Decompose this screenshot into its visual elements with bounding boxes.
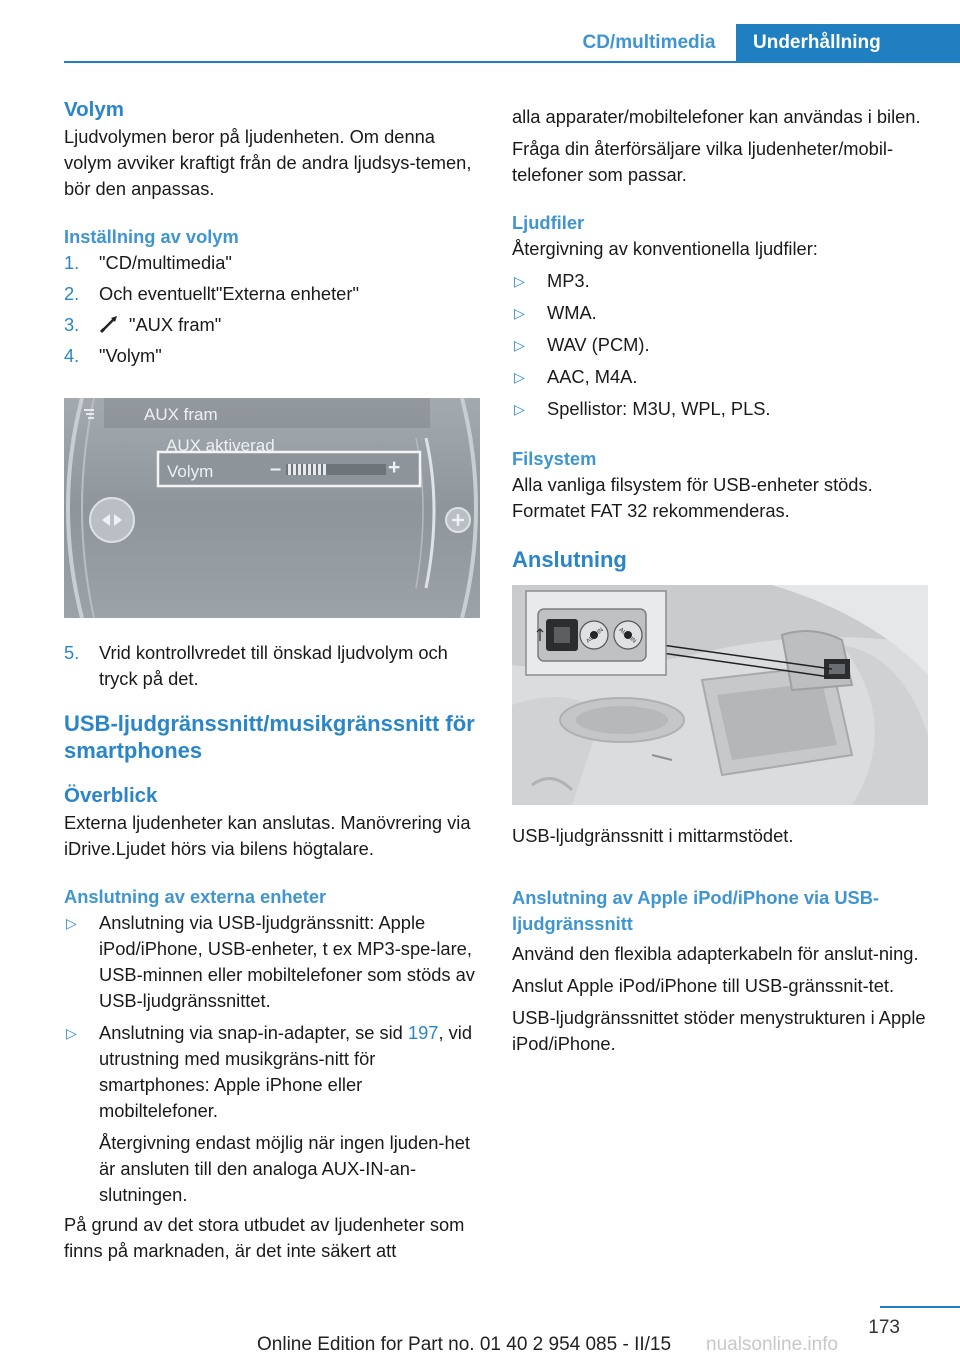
- volym-text: Ljudvolymen beror på ljudenheten. Om denna volym avviker kraftigt från de andra ljudsys‐temen, bör den anpassas.: [64, 126, 472, 199]
- bullet-arrow-icon: ▷: [514, 337, 525, 353]
- armrest-usb-photo: [512, 585, 928, 805]
- list-item: [64, 910, 484, 1014]
- step-text: "AUX fram": [129, 314, 222, 335]
- list-item: [512, 268, 932, 300]
- photo-caption: USB-ljudgränssnitt i mittarmstödet.: [512, 825, 794, 846]
- bullet-arrow-icon: ▷: [66, 1025, 77, 1041]
- ipod-heading: Anslutning av Apple iPod/iPhone via USB-ljudgränssnitt: [512, 887, 880, 934]
- aux-in-label: AUX-IN: [617, 627, 637, 645]
- header-rule: [64, 61, 960, 63]
- step-text: Vrid kontrollvredet till önskad ljudvolym och tryck på det.: [99, 642, 448, 689]
- step-number: 5.: [64, 642, 80, 663]
- filesystem-text: Alla vanliga filsystem för USB-enheter stöds. Formatet FAT 32 rekommenderas.: [512, 474, 873, 521]
- overview-heading: Överblick: [64, 784, 158, 807]
- continued-text: alla apparater/mobiltelefoner kan användas i bilen.: [512, 106, 921, 127]
- list-item: [64, 1020, 484, 1208]
- screen-subtitle: AUX aktiverad: [166, 436, 275, 455]
- anslutning-heading: Anslutning: [512, 547, 627, 572]
- page-link[interactable]: 197: [407, 1022, 439, 1043]
- steps-list: [64, 250, 484, 374]
- left-column: [64, 96, 484, 1264]
- step-number: 4.: [64, 345, 80, 366]
- ipod-text-3: USB-ljudgränssnittet stöder menystrukturen i Apple iPod/iPhone.: [512, 1007, 926, 1054]
- idrive-volume-screen: [64, 398, 480, 618]
- volume-label: Volym: [167, 462, 214, 481]
- watermark: nualsonline.info: [706, 1334, 839, 1355]
- bullet-text: Anslutning via snap-in-adapter, se sid: [99, 1022, 408, 1043]
- file-format: WMA.: [547, 302, 597, 323]
- step-item: [64, 312, 484, 343]
- step-text: "Volym": [99, 345, 162, 366]
- ipod-text-2: Anslut Apple iPod/iPhone till USB-gränssnit‐tet.: [512, 975, 895, 996]
- file-format: WAV (PCM).: [547, 334, 650, 355]
- connect-list: [64, 910, 484, 1208]
- list-item: [512, 300, 932, 332]
- step-item: [64, 250, 484, 281]
- files-list: [512, 268, 932, 428]
- bullet-arrow-icon: ▷: [514, 369, 525, 385]
- list-item: [512, 396, 932, 428]
- footer-rule: [880, 1306, 960, 1308]
- step-5: [64, 640, 484, 692]
- files-intro: Återgivning av konventionella ljudfiler:: [512, 238, 818, 259]
- file-format: AAC, M4A.: [547, 366, 638, 387]
- connect-heading: Anslutning av externa enheter: [64, 886, 327, 907]
- step-item: [64, 281, 484, 312]
- header-section-tab[interactable]: CD/multimedia: [582, 32, 716, 53]
- step-item: [64, 343, 484, 374]
- page-number: 173: [868, 1317, 900, 1338]
- edition-text: Online Edition for Part no. 01 40 2 954 085 - II/15: [257, 1334, 672, 1355]
- overview-text: Externa ljudenheter kan anslutas. Manövrering via iDrive.Ljudet hörs via bilens högtalare.: [64, 812, 471, 859]
- usb-heading: USB-ljudgränssnitt/musikgränssnitt för smartphones: [64, 711, 475, 763]
- bullet-arrow-icon: ▷: [66, 915, 77, 931]
- step-text: Och eventuellt"Externa enheter": [99, 283, 359, 304]
- bullet-text: Anslutning via USB-ljudgränssnitt: Apple iPod/iPhone, USB-enheter, t ex MP3-spe‐lare, USB-minnen eller mobiltelefoner som stöds av USB-ljudgränssnittet.: [99, 912, 475, 1011]
- bullet-note: Återgivning endast möjlig när ingen ljuden‐het är ansluten till den analoga AUX-IN-an‐slutningen.: [99, 1132, 470, 1205]
- file-format: MP3.: [547, 270, 590, 291]
- files-heading: Ljudfiler: [512, 212, 585, 233]
- volume-minus-icon: –: [270, 458, 282, 480]
- screen-title: AUX fram: [144, 405, 218, 424]
- bullet-arrow-icon: ▷: [514, 401, 525, 417]
- list-item: [512, 364, 932, 396]
- volym-heading: Volym: [64, 98, 124, 121]
- closing-text: På grund av det stora utbudet av ljudenheter som finns på marknaden, är det inte säkert att: [64, 1214, 465, 1261]
- aux-in-label: AUX-IN: [585, 627, 605, 645]
- step-number: 1.: [64, 252, 80, 273]
- dealer-text: Fråga din återförsäljare vilka ljudenheter/mobil‐telefoner som passar.: [512, 138, 894, 185]
- step-number: 2.: [64, 283, 80, 304]
- bullet-arrow-icon: ▷: [514, 273, 525, 289]
- ipod-text-1: Använd den flexibla adapterkabeln för anslut‐ning.: [512, 943, 919, 964]
- file-format: Spellistor: M3U, WPL, PLS.: [547, 398, 771, 419]
- step-number: 3.: [64, 314, 80, 335]
- aux-input-icon: [99, 314, 121, 334]
- setting-heading: Inställning av volym: [64, 226, 239, 247]
- bullet-arrow-icon: ▷: [514, 305, 525, 321]
- step-text: "CD/multimedia": [99, 252, 232, 273]
- right-column: [512, 96, 932, 1057]
- header-active-tab[interactable]: Underhållning: [736, 24, 960, 61]
- volume-plus-icon: +: [388, 456, 401, 479]
- list-item: [512, 332, 932, 364]
- filesystem-heading: Filsystem: [512, 448, 597, 469]
- bullet-text: , vid utrustning med musikgräns‐nitt för smartphones: Apple iPhone eller mobiltelefoner.: [99, 1022, 472, 1121]
